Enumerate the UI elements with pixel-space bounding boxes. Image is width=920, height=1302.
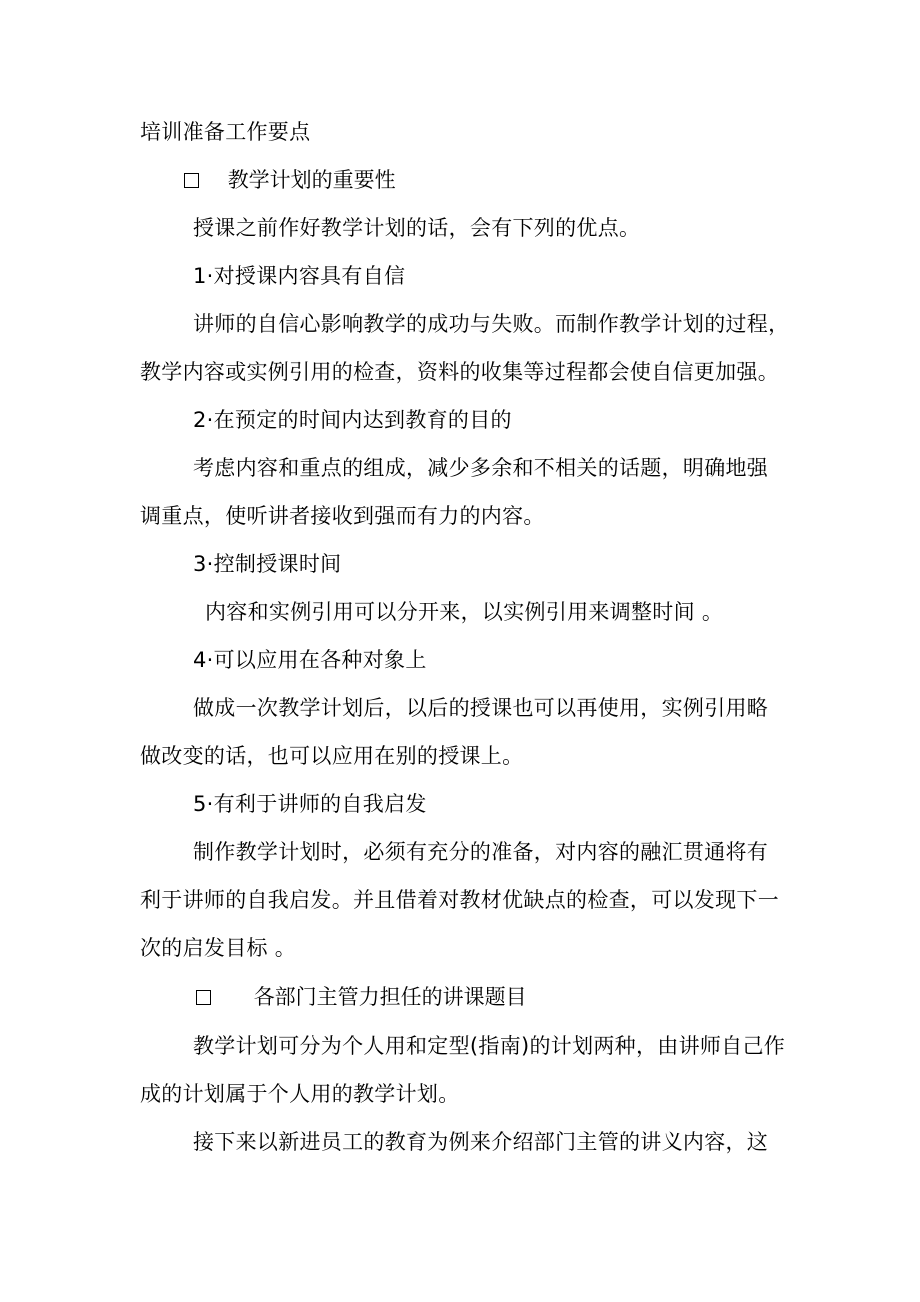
item-body-line: 制作教学计划时，必须有充分的准备，对内容的融汇贯通将有 — [193, 840, 769, 864]
checkbox-icon — [196, 990, 211, 1005]
item-body-line: 教学内容或实例引用的检查，资料的收集等过程都会使自信更加强。 — [140, 360, 779, 384]
section-heading-text: 教学计划的重要性 — [227, 168, 396, 192]
paragraph-line: 成的计划属于个人用的教学计划。 — [140, 1082, 460, 1106]
item-body-line: 讲师的自信心影响教学的成功与失败。而制作教学计划的过程， — [193, 312, 790, 336]
item-label-3: 3·控制授课时间 — [193, 552, 342, 576]
item-label-4: 4·可以应用在各种对象上 — [193, 648, 427, 672]
item-body-line: 做改变的话，也可以应用在别的授课上。 — [140, 744, 524, 768]
paragraph-line: 接下来以新进员工的教育为例来介绍部门主管的讲义内容，这 — [193, 1130, 769, 1154]
item-body-line: 次的启发目标 。 — [140, 936, 297, 960]
section-heading-topics — [196, 982, 527, 1012]
item-label-1: 1·对授课内容具有自信 — [193, 264, 406, 288]
item-body-line: 内容和实例引用可以分开来，以实例引用来调整时间 。 — [205, 600, 724, 624]
paragraph-line: 教学计划可分为个人用和定型(指南)的计划两种，由讲师自己作 — [193, 1034, 786, 1058]
item-body-line: 考虑内容和重点的组成，减少多余和不相关的话题，明确地强 — [193, 456, 769, 480]
item-body-line: 利于讲师的自我启发。并且借着对教材优缺点的检查，可以发现下一 — [140, 888, 779, 912]
document-title: 培训准备工作要点 — [140, 120, 311, 144]
item-label-5: 5·有利于讲师的自我启发 — [193, 792, 427, 816]
item-body-line: 调重点，使听讲者接收到强而有力的内容。 — [140, 504, 545, 528]
section-heading-importance — [184, 165, 396, 195]
intro-paragraph: 授课之前作好教学计划的话，会有下列的优点。 — [193, 216, 641, 240]
item-body-line: 做成一次教学计划后，以后的授课也可以再使用，实例引用略 — [193, 696, 769, 720]
section-heading-text: 各部门主管力担任的讲课题目 — [253, 985, 527, 1009]
item-label-2: 2·在预定的时间内达到教育的目的 — [193, 408, 512, 432]
checkbox-icon — [184, 173, 199, 188]
